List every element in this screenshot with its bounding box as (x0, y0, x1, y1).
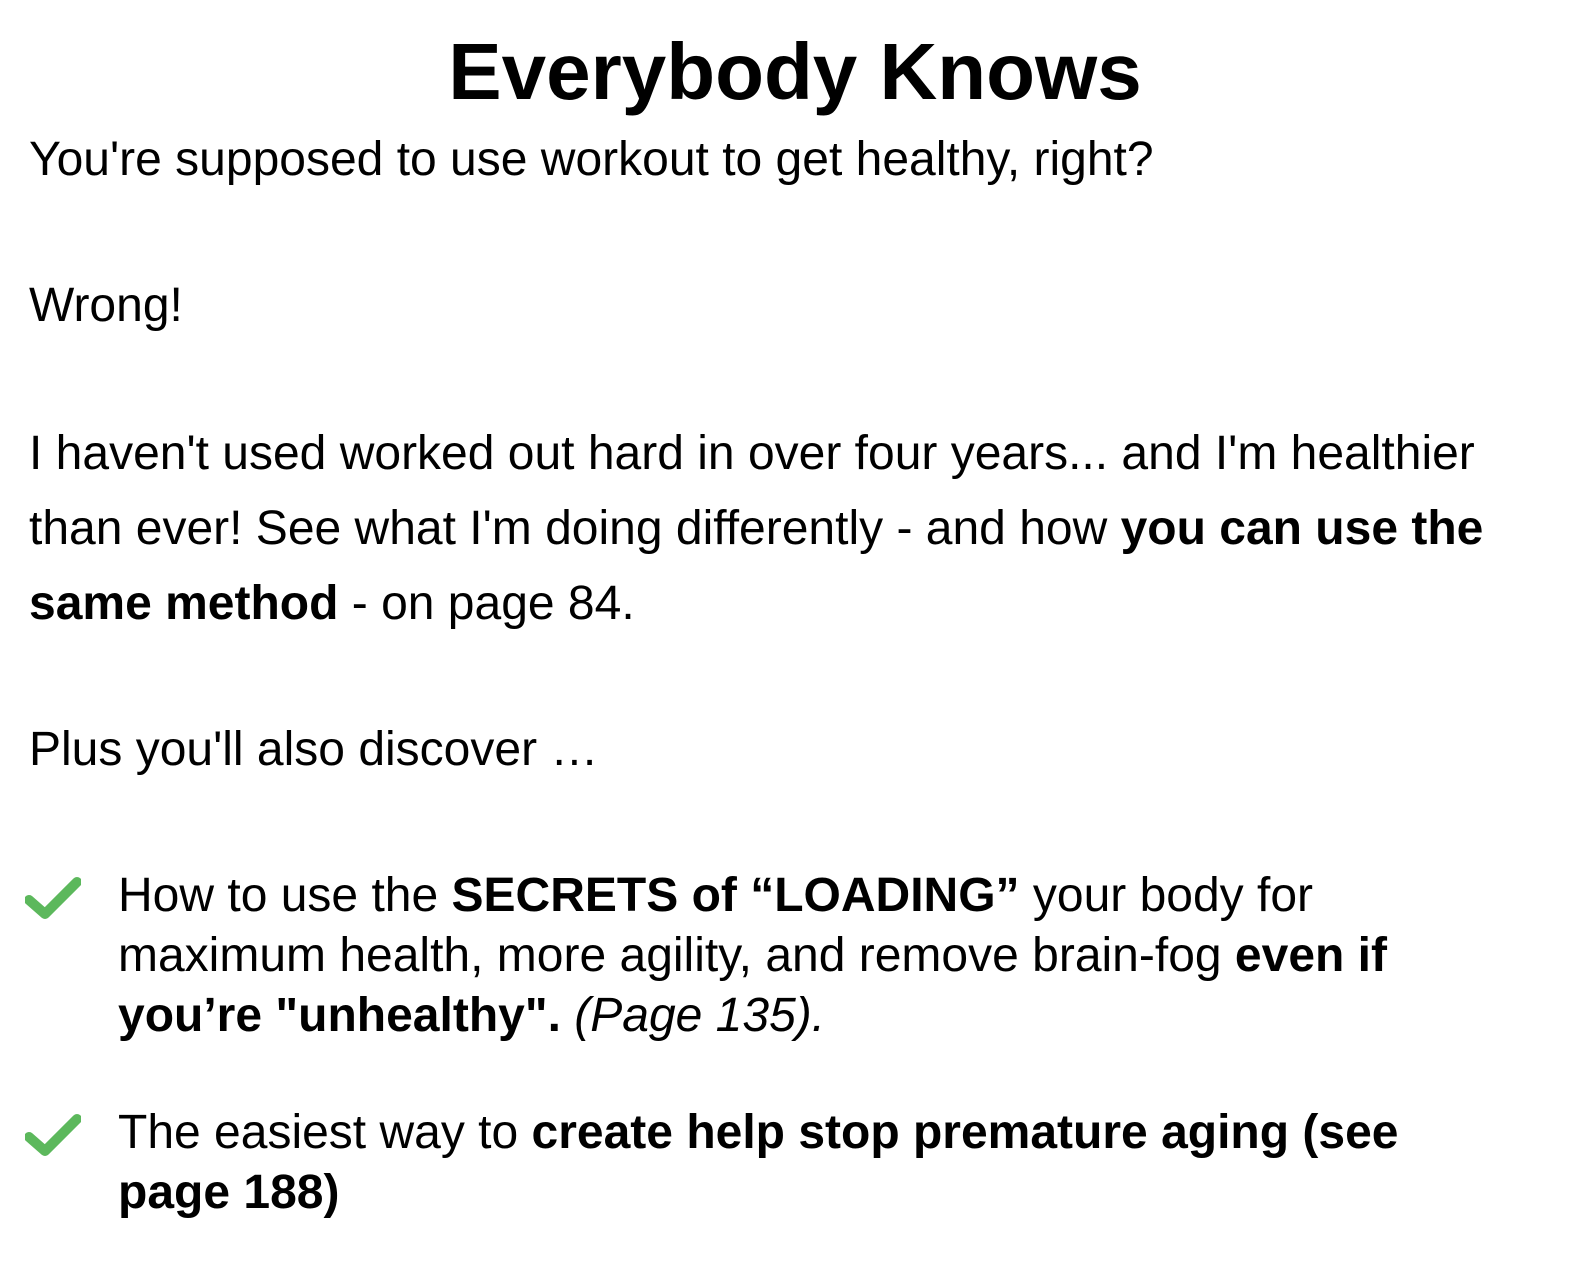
bullet-1-text-2: your body for maximum health, more agility, and remove brain-fog (118, 869, 1314, 982)
wrong-paragraph: Wrong! (29, 279, 183, 332)
bullet-2-text-1: The easiest way to (118, 1106, 532, 1159)
body-bold-text: you can use the same method (29, 502, 1484, 630)
bullet-1-page-ref: (Page 135). (560, 989, 826, 1042)
bullet-1-text-1: How to use the (118, 869, 452, 922)
body-paragraph (29, 416, 1569, 641)
bullet-2-bold-1: create help stop premature aging (see page 188) (118, 1106, 1399, 1219)
plus-paragraph: Plus you'll also discover … (29, 723, 599, 776)
bullet-1-bold-2: even if you’re "unhealthy". (118, 929, 1387, 1042)
intro-paragraph: You're supposed to use workout to get healthy, right? (29, 133, 1154, 186)
list-item-text (118, 1103, 1458, 1223)
body-text-1: I haven't used worked out hard in over four years... and I'm healthier than ever! See what I'm doing differently - and how (29, 427, 1475, 555)
body-text-2: - on page 84. (338, 577, 635, 630)
bullet-1-bold-1: SECRETS of “LOADING” (451, 869, 1020, 922)
checkmark-icon (25, 876, 81, 920)
checkmark-icon (25, 1113, 81, 1157)
page-title: Everybody Knows (448, 27, 1142, 116)
list-item-text (118, 866, 1458, 1046)
